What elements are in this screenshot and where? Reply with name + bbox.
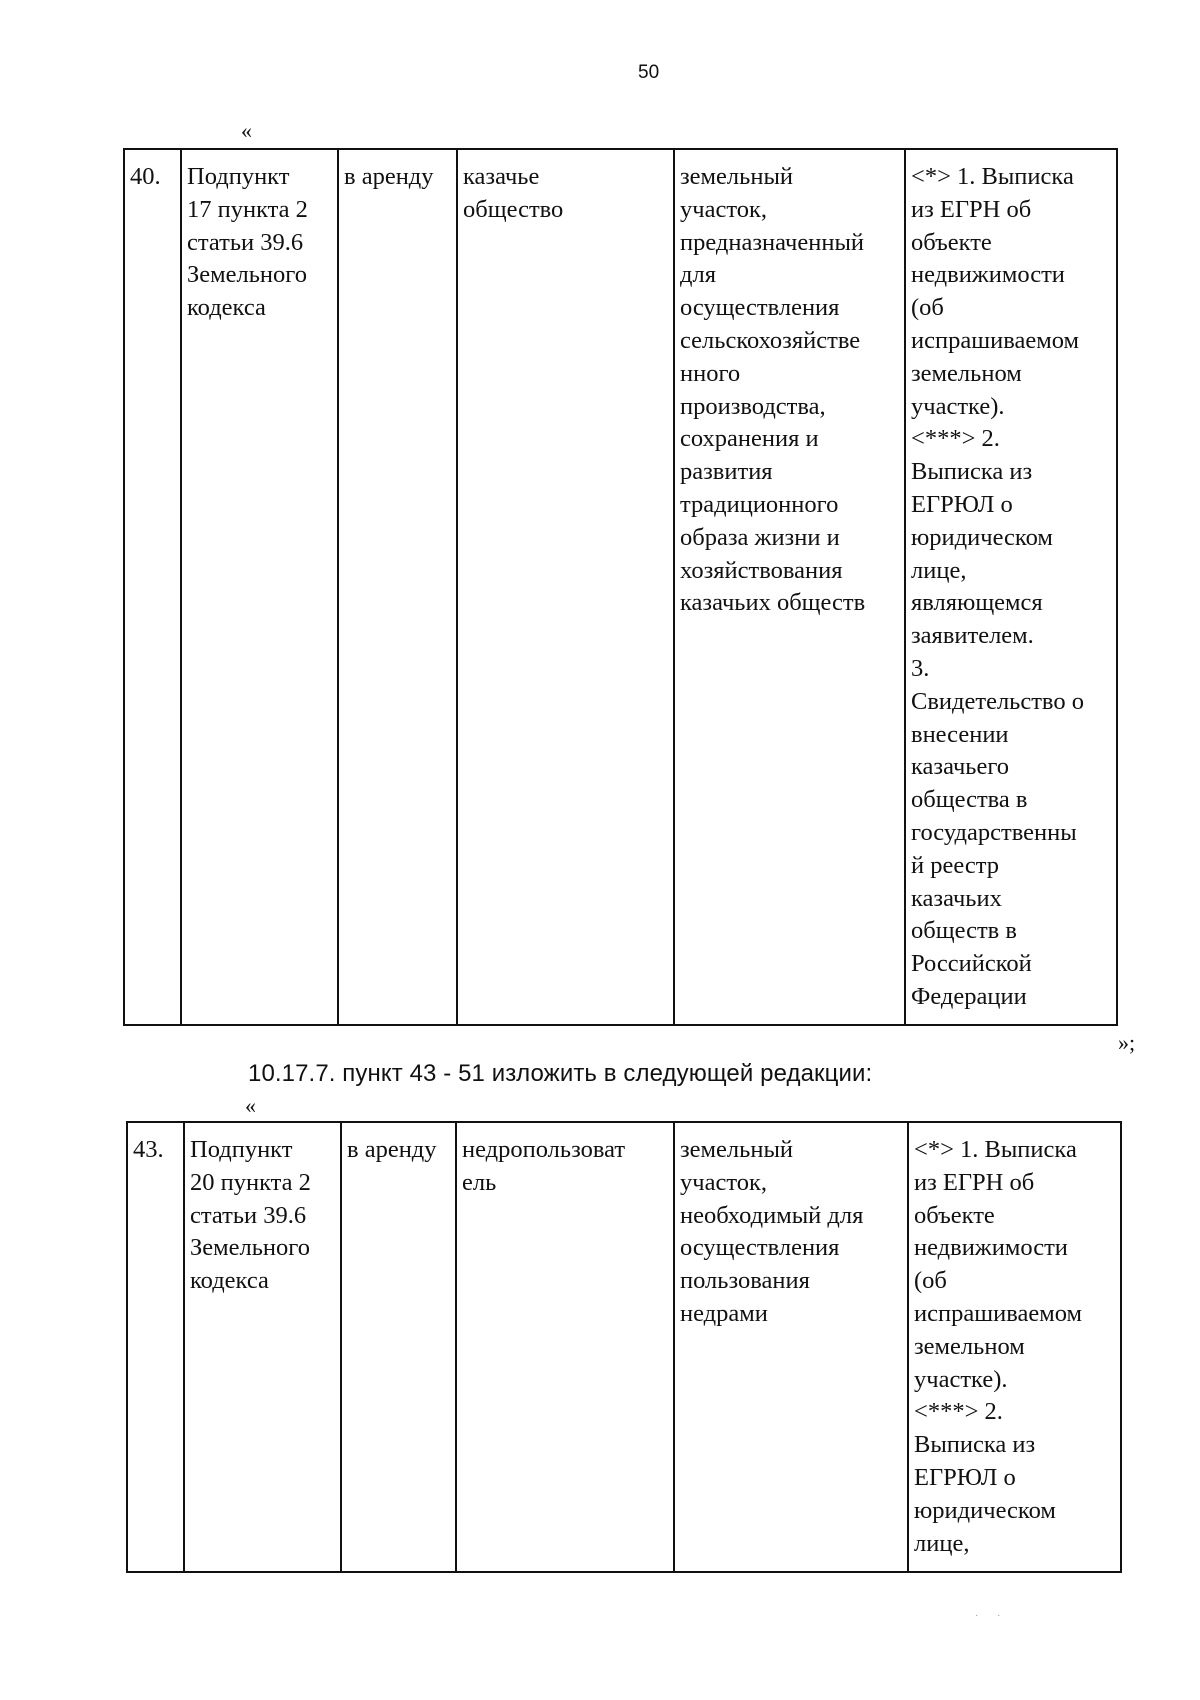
cell-line: <*> 1. Выписка	[914, 1136, 1077, 1163]
cell-number: 40.	[124, 149, 181, 1025]
table-row-40	[123, 148, 1118, 1026]
scan-noise: · ·	[975, 1610, 1009, 1621]
cell-line: обществ в	[911, 917, 1017, 945]
cell-line: объекте	[911, 228, 992, 256]
cell-documents	[905, 149, 1117, 1025]
cell-line: предназначенный	[680, 228, 865, 256]
cell-line: Выписка из	[914, 1431, 1036, 1459]
cell-line: ЕГРЮЛ о	[914, 1463, 1016, 1491]
cell-line: казачьих	[911, 884, 1002, 912]
cell-line: являющемся	[911, 589, 1043, 617]
cell-line: казачьего	[911, 753, 1010, 781]
table-row	[127, 1122, 1121, 1572]
cell-basis	[181, 149, 338, 1025]
cell-line: ЕГРЮЛ о	[911, 490, 1013, 518]
cell-line: для	[680, 261, 716, 289]
cell-line: (об	[914, 1267, 947, 1295]
table-row	[124, 149, 1117, 1025]
cell-line: лице,	[911, 556, 967, 584]
cell-applicant	[456, 1122, 674, 1572]
cell-line: юридическом	[911, 523, 1053, 551]
cell-line: <*> 1. Выписка	[911, 163, 1074, 190]
cell-line: Подпункт	[190, 1136, 293, 1163]
cell-line: Федерации	[911, 982, 1027, 1010]
cell-line: 17 пункта 2	[187, 195, 308, 223]
cell-line: казачье	[463, 163, 540, 190]
cell-line: Российской	[911, 950, 1032, 978]
cell-basis	[184, 1122, 341, 1572]
cell-line: лице,	[914, 1529, 970, 1557]
page-number: 50	[638, 62, 660, 83]
closing-quote: »;	[1118, 1030, 1136, 1055]
cell-object	[674, 149, 905, 1025]
cell-line: общества в	[911, 786, 1028, 814]
cell-line: й реестр	[911, 851, 999, 879]
cell-line: (об	[911, 294, 944, 322]
cell-line: юридическом	[914, 1496, 1056, 1524]
instruction-text: 10.17.7. пункт 43 - 51 изложить в следующей редакции:	[248, 1060, 873, 1087]
cell-line: казачьих обществ	[680, 589, 866, 617]
cell-line: необходимый для	[680, 1201, 864, 1229]
cell-line: Подпункт	[187, 163, 290, 190]
cell-line: традиционного	[680, 490, 839, 518]
cell-line: Земельного	[187, 261, 307, 289]
cell-line: Свидетельство о	[911, 687, 1084, 715]
cell-line: <***> 2.	[911, 425, 1000, 453]
cell-line: пользования	[680, 1267, 810, 1295]
cell-line: внесении	[911, 720, 1009, 748]
cell-line: земельный	[680, 163, 794, 190]
cell-line: сохранения и	[680, 425, 819, 453]
cell-line: осуществления	[680, 294, 840, 322]
cell-line: 20 пункта 2	[190, 1168, 311, 1196]
table-row-43	[126, 1121, 1122, 1573]
cell-line: нного	[680, 359, 741, 387]
cell-line: хозяйствования	[680, 556, 843, 584]
cell-line: участок,	[680, 1168, 767, 1196]
cell-line: испрашиваемом	[914, 1299, 1082, 1327]
cell-line: недвижимости	[911, 261, 1065, 289]
cell-line: Выписка из	[911, 458, 1033, 486]
cell-documents	[908, 1122, 1121, 1572]
cell-line: статьи 39.6	[190, 1201, 307, 1229]
cell-number: 43.	[127, 1122, 184, 1572]
cell-line: участок,	[680, 195, 767, 223]
cell-line: из ЕГРН об	[911, 195, 1032, 223]
opening-quote-2: «	[245, 1093, 256, 1118]
cell-line: кодекса	[190, 1267, 269, 1295]
cell-line: статьи 39.6	[187, 228, 304, 256]
cell-right-type: в аренду	[338, 149, 457, 1025]
cell-line: из ЕГРН об	[914, 1168, 1035, 1196]
cell-object	[674, 1122, 908, 1572]
cell-line: недрами	[680, 1299, 768, 1327]
cell-line: <***> 2.	[914, 1398, 1003, 1426]
cell-line: развития	[680, 458, 773, 486]
cell-line: образа жизни и	[680, 523, 840, 551]
cell-line: 3.	[911, 654, 930, 682]
cell-line: участке).	[911, 392, 1005, 420]
cell-line: земельном	[914, 1332, 1025, 1360]
cell-right-type: в аренду	[341, 1122, 456, 1572]
cell-line: земельный	[680, 1136, 794, 1163]
cell-line: заявителем.	[911, 622, 1034, 650]
cell-line: общество	[463, 195, 564, 223]
cell-line: испрашиваемом	[911, 326, 1079, 354]
cell-line: производства,	[680, 392, 826, 420]
cell-line: государственны	[911, 818, 1077, 846]
cell-line: объекте	[914, 1201, 995, 1229]
cell-line: земельном	[911, 359, 1022, 387]
cell-line: сельскохозяйстве	[680, 326, 861, 354]
cell-line: кодекса	[187, 294, 266, 322]
cell-line: осуществления	[680, 1234, 840, 1262]
cell-line: участке).	[914, 1365, 1008, 1393]
cell-applicant	[457, 149, 674, 1025]
cell-line: Земельного	[190, 1234, 310, 1262]
cell-line: ель	[462, 1168, 497, 1196]
cell-line: недвижимости	[914, 1234, 1068, 1262]
opening-quote: «	[241, 118, 252, 143]
cell-line: недропользоват	[462, 1136, 626, 1163]
